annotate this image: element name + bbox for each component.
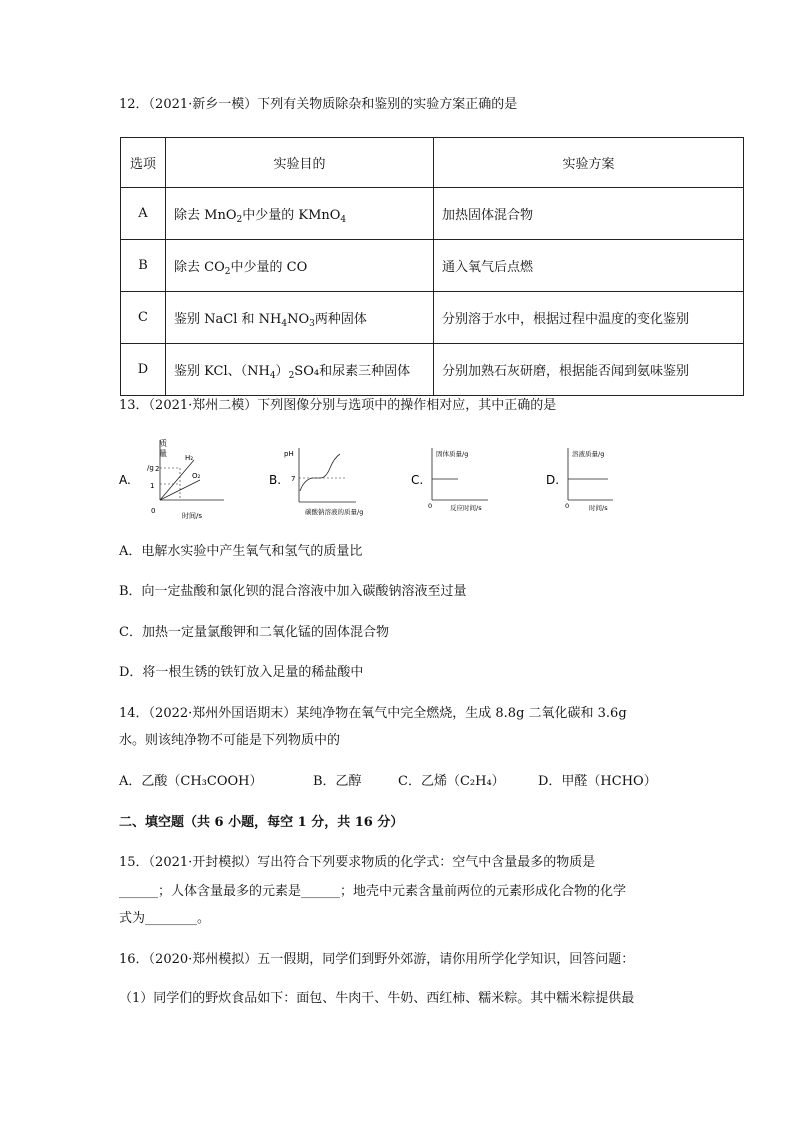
graph-a [119, 438, 224, 520]
graph-c-origin: 0 [428, 502, 433, 510]
graph-a-ylabel-3: /g [147, 464, 154, 472]
graph-a-ylabel-1: 质 [159, 439, 167, 448]
table-header-row [121, 138, 744, 188]
question-13-stem: 13．（2021·郑州二模）下列图像分别与选项中的操作相对应，其中正确的是 [119, 398, 557, 413]
question-12-stem: 12．（2021·新乡一模）下列有关物质除杂和鉴别的实验方案正确的是 [119, 97, 518, 112]
question-14-option-c: C．乙烯（C₂H₄） [398, 774, 505, 789]
question-13-graphs [116, 436, 636, 522]
row-option: A [121, 188, 166, 240]
question-15-line-1: 15．（2021·开封模拟）写出符合下列要求物质的化学式：空气中含量最多的物质是 [119, 855, 596, 870]
question-13-option-c: C．加热一定量氯酸钾和二氧化锰的固体混合物 [119, 625, 389, 640]
table-row [121, 292, 744, 344]
question-14-option-b: B．乙醇 [313, 774, 362, 789]
graph-a-letter: A. [119, 473, 131, 487]
question-16-line-1: 16．（2020·郑州模拟）五一假期，同学们到野外郊游，请你用所学化学知识，回答问题： [119, 952, 635, 967]
header-plan: 实验方案 [434, 138, 744, 188]
question-14-stem-1: 14．（2022·郑州外国语期末）某纯净物在氧气中完全燃烧，生成 8.8g 二氧化碳和 3.6g [119, 706, 627, 721]
row-option: D [121, 344, 166, 396]
row-plan: 通入氧气后点燃 [434, 240, 744, 292]
graph-b [269, 448, 363, 516]
question-16-line-2: （1）同学们的野炊食品如下：面包、牛肉干、牛奶、西红柿、糯米粽。其中糯米粽提供最 [119, 991, 635, 1006]
graph-b-letter: B. [269, 473, 282, 487]
question-15-line-2: ______；人体含量最多的元素是______；地壳中元素含量前两位的元素形成化合物的化学 [119, 884, 627, 899]
graph-b-ylabel: pH [284, 450, 294, 458]
graph-a-tick-2: 2 [155, 465, 160, 473]
row-goal: 除去 MnO$_2$中少量的 KMnO$_4$ [166, 188, 434, 240]
graph-b-curve [300, 454, 340, 491]
header-option: 选项 [121, 138, 166, 188]
table-row [121, 344, 744, 396]
row-goal: 除去 $CO_2$中少量的 CO [166, 240, 434, 292]
row-option: B [121, 240, 166, 292]
row-goal: 鉴别 NaCl 和 $NH_4NO_3$两种固体 [166, 292, 434, 344]
question-15-line-3: 式为________。 [119, 911, 211, 926]
graph-a-label-h2: H₂ [185, 454, 194, 462]
question-13-option-d: D．将一根生锈的铁钉放入足量的稀盐酸中 [119, 665, 364, 680]
row-option: C [121, 292, 166, 344]
row-plan: 加热固体混合物 [434, 188, 744, 240]
section-2-title: 二、填空题（共 6 小题，每空 1 分，共 16 分） [119, 815, 404, 830]
graph-c-letter: C. [411, 473, 424, 487]
graph-d-xlabel: 时间/s [589, 504, 608, 512]
table-row [121, 240, 744, 292]
question-13-option-b: B．向一定盐酸和氯化钡的混合溶液中加入碳酸钠溶液至过量 [119, 584, 467, 599]
graph-c-xlabel: 反应时间/s [450, 504, 482, 512]
question-13-option-a: A．电解水实验中产生氧气和氢气的质量比 [119, 544, 363, 559]
options-table [120, 137, 744, 396]
graph-d [546, 448, 613, 512]
graph-a-ylabel-2: 量 [159, 449, 167, 458]
graph-c-ylabel: 固体质量/g [436, 450, 469, 458]
graph-b-tick-7: 7 [291, 475, 296, 483]
graph-a-tick-1: 1 [150, 482, 155, 490]
graph-a-label-o2: O₂ [192, 472, 201, 480]
graph-a-xlabel: 时间/s [182, 512, 203, 520]
question-14-stem-2: 水。则该纯净物不可能是下列物质中的 [119, 733, 341, 748]
graph-d-ylabel: 溶液质量/g [572, 450, 605, 458]
row-plan: 分别溶于水中，根据过程中温度的变化鉴别 [434, 292, 744, 344]
question-14-option-a: A．乙酸（CH₃COOH） [119, 774, 263, 789]
graph-d-origin: 0 [565, 502, 570, 510]
graph-c [411, 448, 488, 512]
header-goal: 实验目的 [166, 138, 434, 188]
graph-d-letter: D. [546, 473, 560, 487]
table-row [121, 188, 744, 240]
graph-a-line-h2 [160, 460, 194, 500]
graph-b-xlabel: 碳酸钠溶液的质量/g [305, 508, 364, 516]
row-plan: 分别加熟石灰研磨，根据能否闻到氨味鉴别 [434, 344, 744, 396]
graph-a-origin: 0 [151, 507, 156, 515]
row-goal: 鉴别 KCl、$(NH_4)_2SO_4$和尿素三种固体 [166, 344, 434, 396]
question-14-option-d: D．甲醛（HCHO） [538, 774, 657, 789]
